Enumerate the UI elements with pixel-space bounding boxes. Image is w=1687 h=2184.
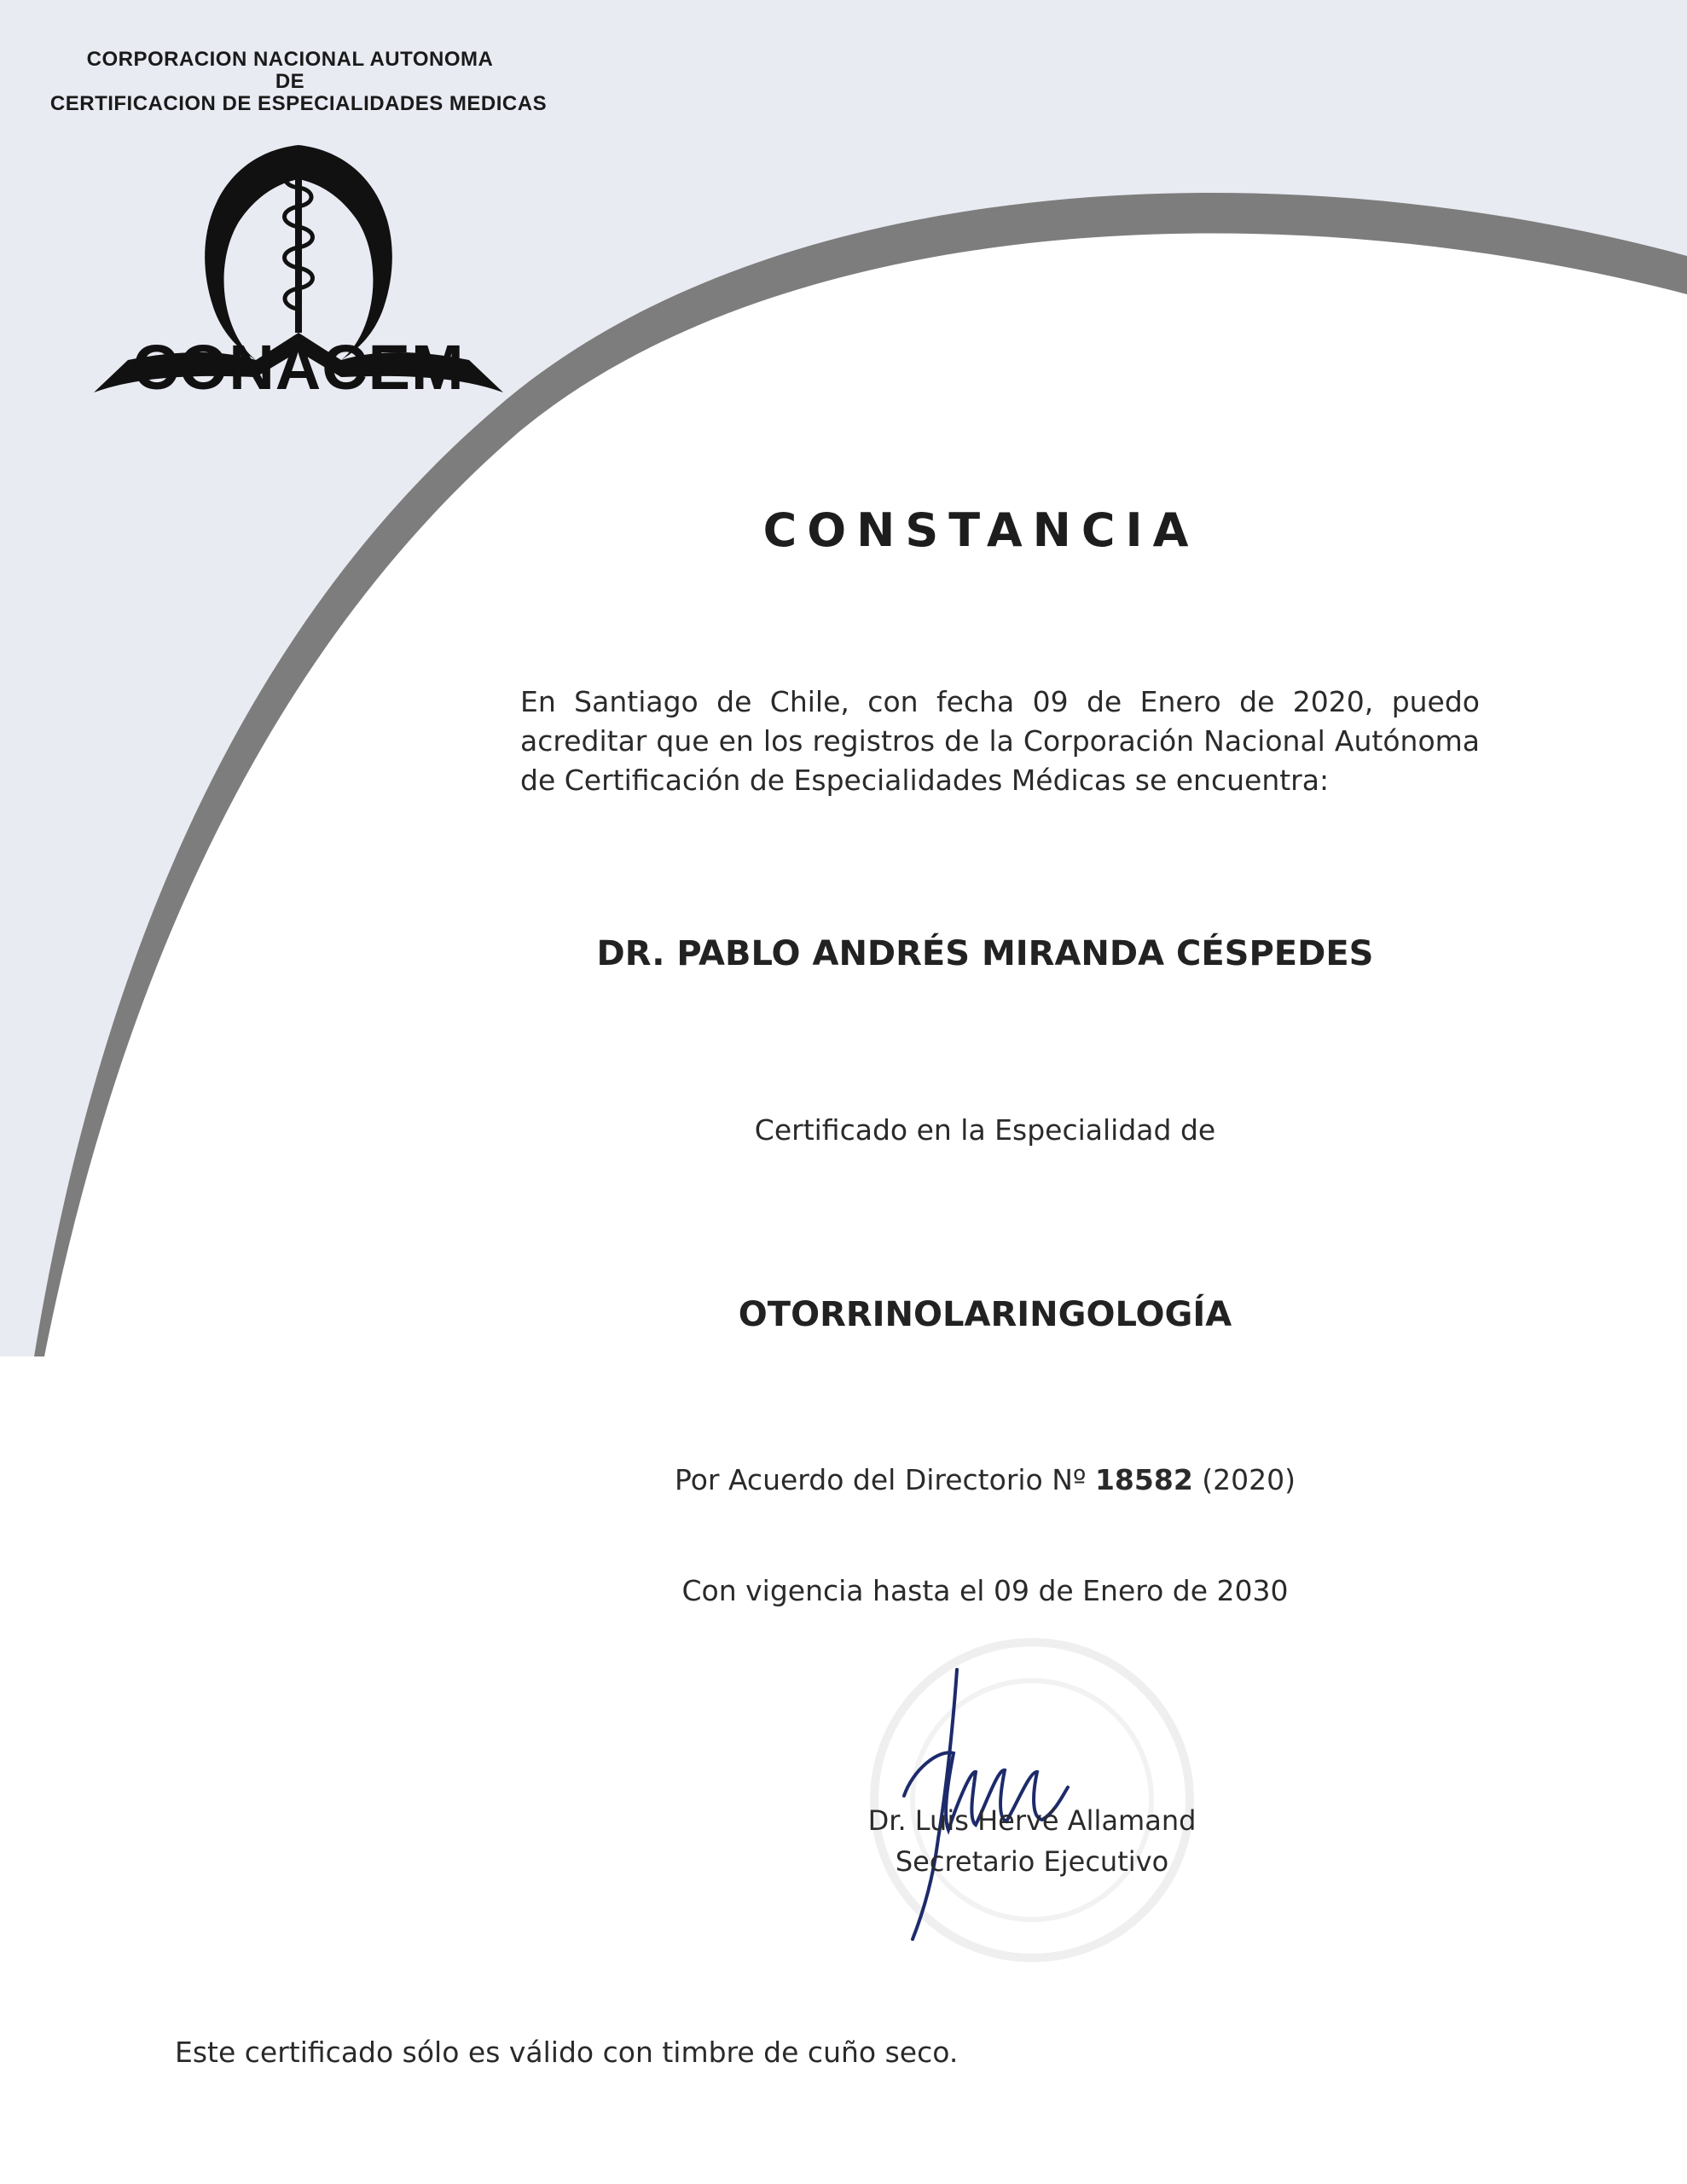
agreement-line (512, 1463, 1458, 1496)
intro-paragraph: En Santiago de Chile, con fecha 09 de Enero de 2020, puedo acreditar que en los registros de la Corporación Nacional Autónoma de Certificación de Especialidades Médicas se encuentra: (520, 685, 1480, 797)
validity-line: Con vigencia hasta el 09 de Enero de 2030 (681, 1574, 1289, 1607)
org-name-line-1: CORPORACION NACIONAL AUTONOMA (86, 48, 494, 71)
agreement-number: 18582 (1094, 1463, 1193, 1496)
agreement-prefix: Por Acuerdo del Directorio Nº (674, 1463, 1087, 1496)
agreement-suffix: (2020) (1202, 1463, 1296, 1496)
signer-name: Dr. Luis Hervé Allamand (867, 1804, 1197, 1837)
doctor-name: DR. PABLO ANDRÉS MIRANDA CÉSPEDES (596, 934, 1374, 973)
signer-title: Secretario Ejecutivo (895, 1845, 1169, 1878)
specialty-name: OTORRINOLARINGOLOGÍA (738, 1295, 1232, 1334)
conacem-wordmark: CONACEM (132, 332, 465, 403)
document-title: CONSTANCIA (762, 503, 1199, 557)
org-name-line-2: DE (275, 70, 305, 93)
org-name-line-3: CERTIFICACION DE ESPECIALIDADES MEDICAS (49, 92, 548, 115)
certification-label: Certificado en la Especialidad de (754, 1113, 1216, 1147)
footer-note: Este certificado sólo es válido con timbre de cuño seco. (175, 2036, 959, 2069)
